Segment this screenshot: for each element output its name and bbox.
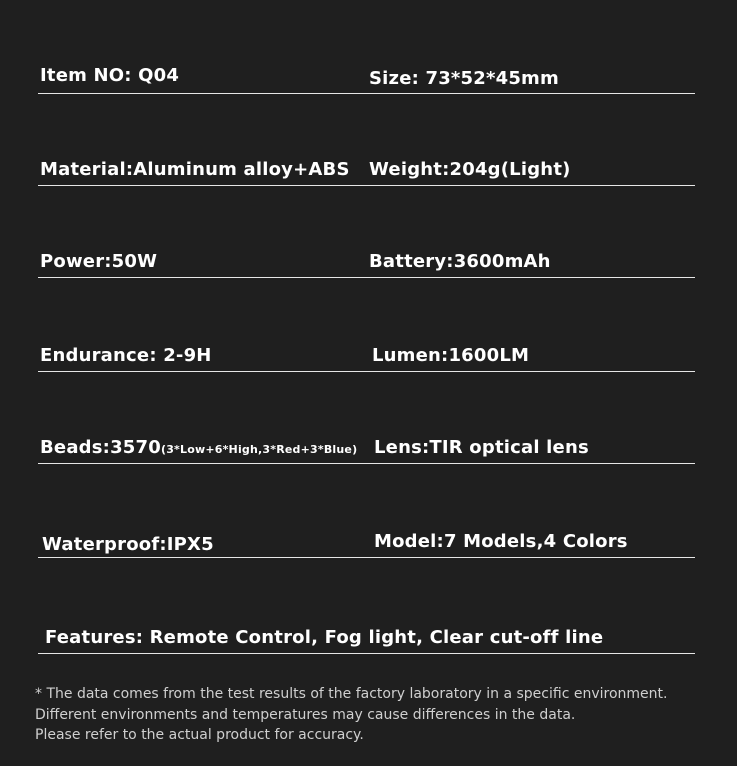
spec-beads-detail: (3*Low+6*High,3*Red+3*Blue) [160,443,358,456]
spec-features: Features: Remote Control, Fog light, Clear cut-off line [45,627,604,648]
divider [38,653,695,654]
spec-waterproof: Waterproof:IPX5 [42,534,214,555]
divider [38,93,695,94]
spec-item-no: Item NO: Q04 [40,65,180,86]
disclaimer-note [35,684,667,746]
divider [38,185,695,186]
note-line: Please refer to the actual product for accuracy. [35,727,364,743]
divider [38,371,695,372]
spec-beads [40,439,357,457]
spec-power: Power:50W [40,251,158,272]
spec-lens: Lens:TIR optical lens [374,437,589,458]
divider [38,463,695,464]
spec-endurance: Endurance: 2-9H [40,345,212,366]
spec-weight: Weight:204g(Light) [369,159,571,180]
spec-battery: Battery:3600mAh [369,251,551,272]
divider [38,277,695,278]
note-line: Different environments and temperatures may cause differences in the data. [35,706,576,723]
note-line: * The data comes from the test results of the factory laboratory in a specific environment. [35,686,668,702]
spec-beads-value: Beads:3570 [40,437,161,458]
spec-model: Model:7 Models,4 Colors [374,531,628,552]
spec-size: Size: 73*52*45mm [369,68,559,89]
spec-lumen: Lumen:1600LM [372,345,530,366]
spec-material: Material:Aluminum alloy+ABS [40,159,350,180]
divider [38,557,695,558]
